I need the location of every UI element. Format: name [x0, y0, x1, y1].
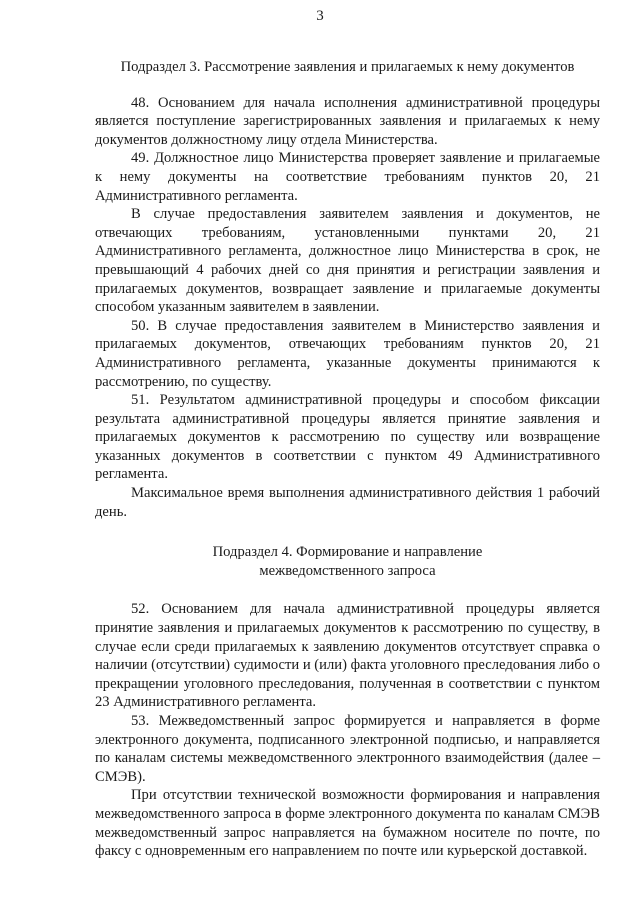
paragraph-paper-request: При отсутствии технической возможности формирования и направления межведомственного запроса в форме электронного документа по каналам СМЭВ межведомственный запрос направляется на бумажном носителе по почте, по факсу с одновременным его направлением по почте или курьерской доставкой.: [95, 787, 600, 860]
paragraph-50: 50. В случае предоставления заявителем в Министерство заявления и прилагаемых документов, отвечающих требованиям пунктов 20, 21 Административного регламента, указанные документы принимаются к рассмотрению, по существу.: [95, 317, 600, 390]
paragraph-49: 49. Должностное лицо Министерства проверяет заявление и прилагаемые к нему документы на соответствие требованиям пунктов 20, 21 Административного регламента.: [95, 150, 600, 204]
paragraph-max-time: Максимальное время выполнения административного действия 1 рабочий день.: [95, 485, 600, 520]
subsection-4-heading-line-1: Подраздел 4. Формирование и направление: [212, 544, 483, 561]
paragraph-51: 51. Результатом административной процедуры и способом фиксации результата административной процедуры является принятие заявления и прилагаемых документов к рассмотрению по существу или возвращение указанных документов в соответствии с пунктом 49 Административного регламента.: [95, 392, 600, 483]
paragraph-53: 53. Межведомственный запрос формируется и направляется в форме электронного документа, подписанного электронной подписью, и направляется по каналам системы межведомственного электронного взаимодействия (далее – СМЭВ).: [95, 713, 600, 785]
paragraph-49-return-case: В случае предоставления заявителем заявления и документов, не отвечающих требованиям, установленными пунктами 20, 21 Административного регламента, должностное лицо Министерства в срок, не превышающий 4 рабочих дней со дня принятия и регистрации заявления и прилагаемых документов, возвращает заявление и прилагаемые документы способом указанным заявителем в заявлении.: [95, 206, 600, 316]
page-number: 3: [316, 8, 324, 24]
paragraph-52: 52. Основанием для начала административной процедуры является принятие заявления и прилагаемых документов к рассмотрению по существу, в случае если среди прилагаемых к заявлению документов отсутствует справка о наличии (отсутствии) судимости и (или) факта уголовного преследования либо о прекращении уголовного преследования, полученная в соответствии с пунктом 23 Административного регламента.: [95, 601, 600, 711]
paragraph-48: 48. Основанием для начала исполнения административной процедуры является поступление зарегистрированных заявления и прилагаемых к нему документов должностному лицу отдела Министерства.: [95, 94, 600, 148]
subsection-4-heading-line-2: межведомственного запроса: [259, 562, 436, 579]
subsection-3-heading: Подраздел 3. Рассмотрение заявления и прилагаемых к нему документов: [120, 59, 575, 75]
document-body: [95, 58, 600, 861]
